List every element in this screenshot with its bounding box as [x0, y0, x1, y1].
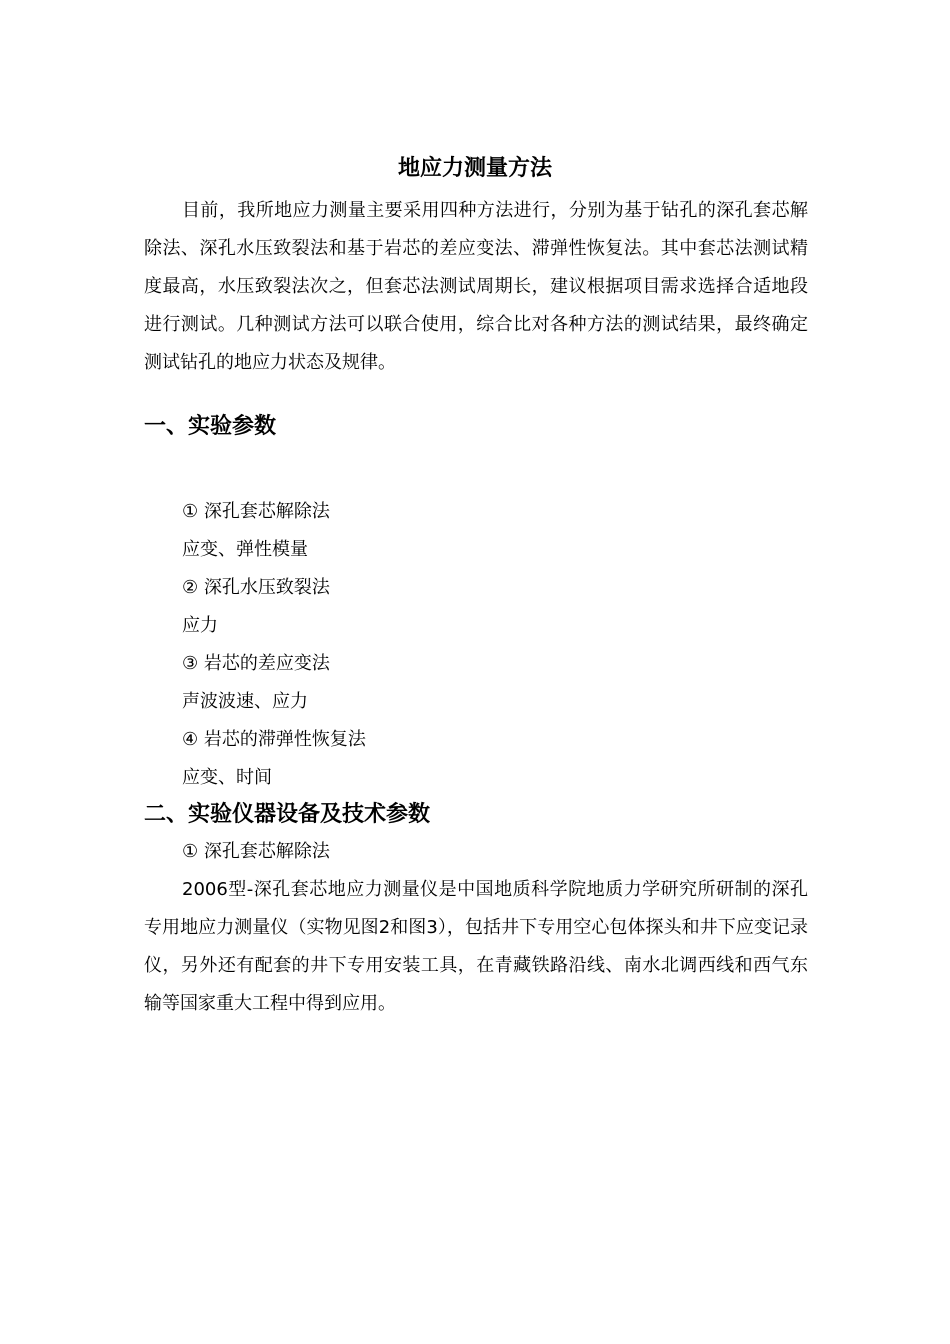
intro-paragraph: 目前，我所地应力测量主要采用四种方法进行，分别为基于钻孔的深孔套芯解除法、深孔水压致裂法和基于岩芯的差应变法、滞弹性恢复法。其中套芯法测试精度最高，水压致裂法次之，但套芯法测试周期长，建议根据项目需求选择合适地段进行测试。几种测试方法可以联合使用，综合比对各种方法的测试结果，最终确定测试钻孔的地应力状态及规律。	[144, 200, 808, 373]
section1-heading: 一、实验参数	[144, 414, 277, 439]
method-2-params: 应力	[182, 615, 218, 636]
section2-heading: 二、实验仪器设备及技术参数	[144, 802, 431, 827]
section2-paragraph: 2006型-深孔套芯地应力测量仪是中国地质科学院地质力学研究所研制的深孔专用地应力测量仪（实物见图2和图3），包括井下专用空心包体探头和井下应变记录仪，另外还有配套的井下专用安装工具，在青藏铁路沿线、南水北调西线和西气东输等国家重大工程中得到应用。	[144, 879, 808, 1014]
method-1-params: 应变、弹性模量	[182, 539, 308, 560]
document-title: 地应力测量方法	[397, 156, 552, 181]
method-4-label: ④ 岩芯的滞弹性恢复法	[182, 729, 366, 750]
method-1-label: ① 深孔套芯解除法	[182, 501, 330, 522]
method-4-params: 应变、时间	[182, 767, 272, 788]
section2-subheading: ① 深孔套芯解除法	[182, 841, 330, 862]
method-3-label: ③ 岩芯的差应变法	[182, 653, 330, 674]
method-2-label: ② 深孔水压致裂法	[182, 577, 330, 598]
method-3-params: 声波波速、应力	[182, 691, 308, 712]
